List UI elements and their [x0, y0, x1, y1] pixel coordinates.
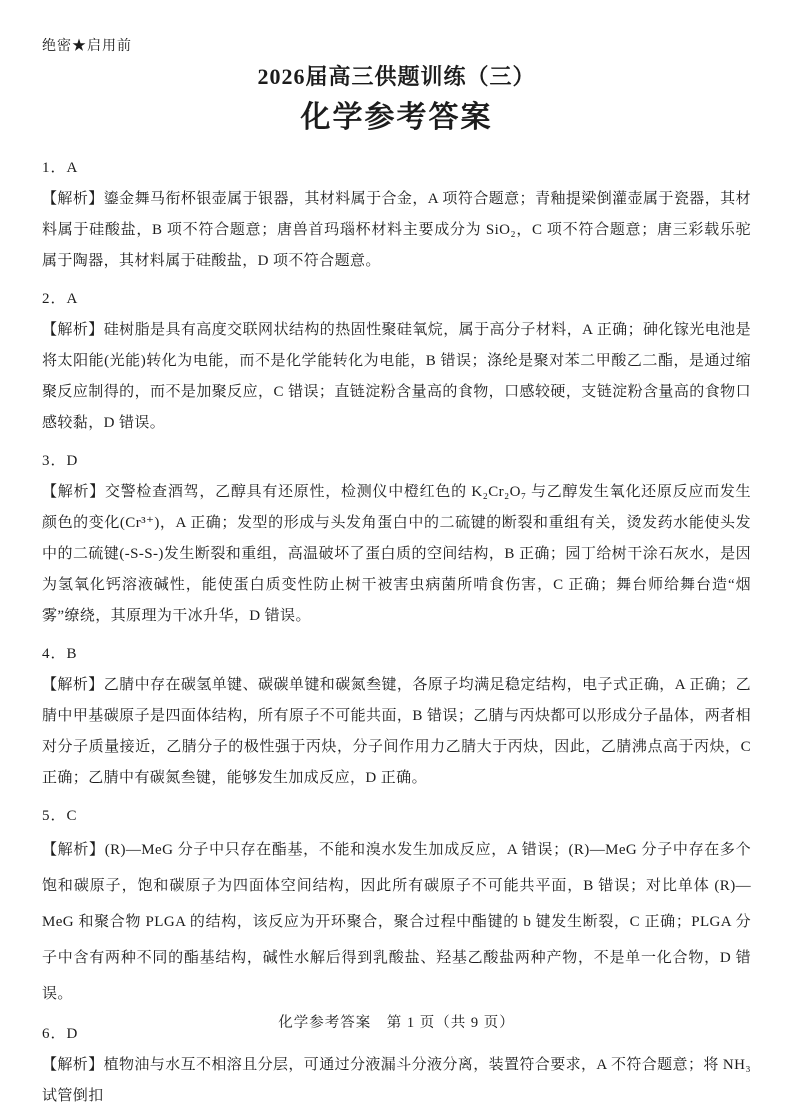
question-5-explanation: 【解析】(R)—MeG 分子中只存在酯基，不能和溴水发生加成反应，A 错误；(R)—MeG 分子中存在多个饱和碳原子，饱和碳原子为四面体空间结构，因此所有碳原子不可能共平面，B 错误；对比单体 (R)—MeG 和聚合物 PLGA 的结构，该反应为开环聚合，聚合过程中酯键的 b 键发生断裂，C 正确；PLGA 分子中含有两种不同的酯基结构，碱性水解后得到乳酸盐、羟基乙酸盐两种产物，不是单一化合物，D 错误。 [42, 842, 751, 1002]
question-3-answer: 3．D [42, 453, 79, 469]
question-1-answer: 1．A [42, 160, 79, 176]
classification-label: 绝密★启用前 [42, 39, 132, 54]
document-subtitle: 化学参考答案 [300, 101, 493, 134]
question-1-explanation: 【解析】鎏金舞马衔杯银壶属于银器，其材料属于合金，A 项符合题意；青釉提梁倒灌壶属于瓷器，其材料属于硅酸盐，B 项不符合题意；唐兽首玛瑙杯材料主要成分为 SiO₂，C 项不符合题意；唐三彩载乐驼属于陶器，其材料属于硅酸盐，D 项不符合题意。 [42, 191, 751, 269]
question-4-answer: 4．B [42, 646, 78, 662]
question-2-explanation: 【解析】硅树脂是具有高度交联网状结构的热固性聚硅氧烷，属于高分子材料，A 正确；砷化镓光电池是将太阳能(光能)转化为电能，而不是化学能转化为电能，B 错误；涤纶是聚对苯二甲酸乙二酯，是通过缩聚反应制得的，而不是加聚反应，C 错误；直链淀粉含量高的食物，口感较硬，支链淀粉含量高的食物口感较黏，D 错误。 [42, 322, 751, 431]
question-6-explanation: 【解析】植物油与水互不相溶且分层，可通过分液漏斗分液分离，装置符合要求，A 不符合题意；将 NH₃ 试管倒扣 [42, 1057, 752, 1104]
answer-block-2 [42, 285, 751, 439]
answers-section [42, 154, 751, 1112]
answer-block-3 [42, 447, 751, 632]
question-4-explanation: 【解析】乙腈中存在碳氢单键、碳碳单键和碳氮叁键，各原子均满足稳定结构，电子式正确，A 正确；乙腈中甲基碳原子是四面体结构，所有原子不可能共面，B 错误；乙腈与丙炔都可以形成分子晶体，两者相对分子质量接近，乙腈分子的极性强于丙炔，分子间作用力乙腈大于丙炔，因此，乙腈沸点高于丙炔，C 正确；乙腈中有碳氮叁键，能够发生加成反应，D 正确。 [42, 677, 751, 786]
question-2-answer: 2．A [42, 291, 79, 307]
answer-block-5 [42, 802, 751, 1012]
answer-block-1 [42, 154, 751, 277]
question-5-answer: 5．C [42, 808, 78, 824]
question-6-answer: 6．D [42, 1026, 79, 1042]
question-3-explanation: 【解析】交警检查酒驾，乙醇具有还原性，检测仪中橙红色的 K₂Cr₂O₇ 与乙醇发生氧化还原反应而发生颜色的变化(Cr³⁺)，A 正确；发型的形成与头发角蛋白中的二硫键的断裂和重组有关，烫发药水能使头发中的二硫键(-S-S-)发生断裂和重组，高温破坏了蛋白质的空间结构，B 正确；园丁给树干涂石灰水，是因为氢氧化钙溶液碱性，能使蛋白质变性防止树干被害虫病菌所啃食伤害，C 正确；舞台师给舞台造“烟雾”缭绕，其原理为干冰升华，D 错误。 [42, 484, 751, 624]
page-footer: 化学参考答案 第 1 页（共 9 页） [278, 1015, 515, 1031]
answer-block-4 [42, 640, 751, 794]
answer-block-6 [42, 1020, 751, 1112]
document-title: 2026届高三供题训练（三） [257, 64, 536, 89]
